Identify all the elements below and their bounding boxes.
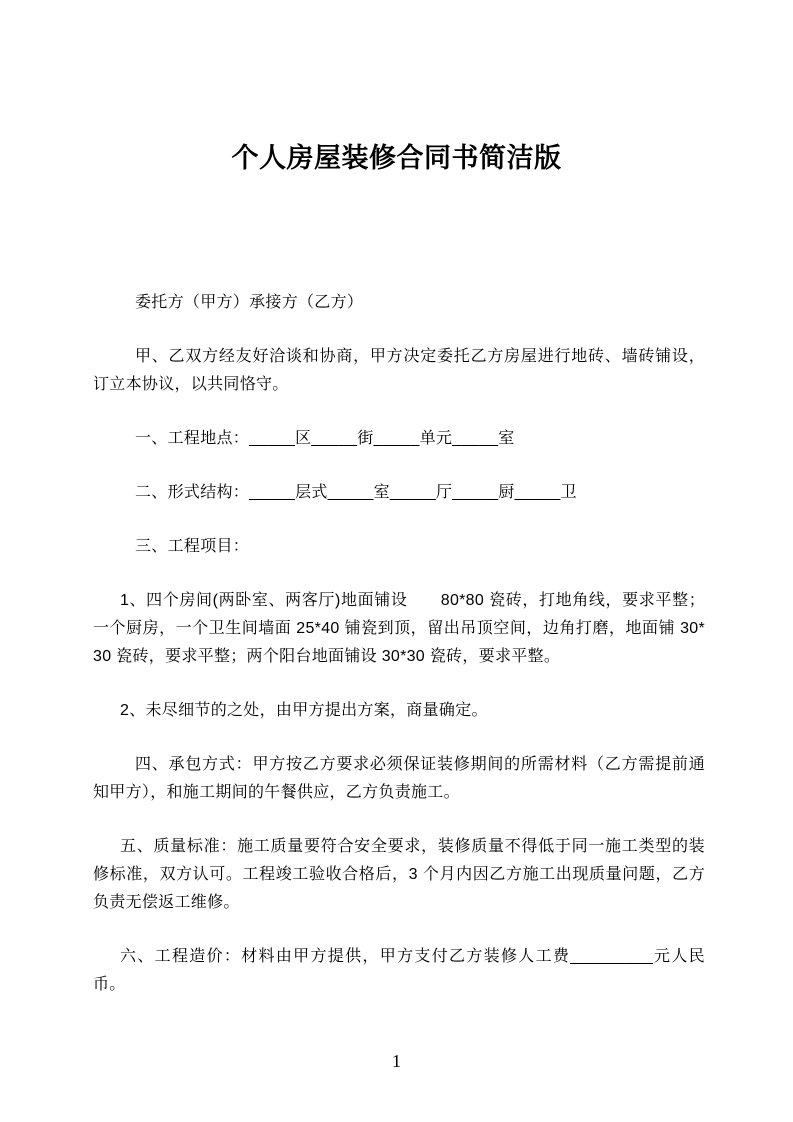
clause-2-structure: 二、形式结构：_____层式_____室_____厅_____厨_____卫 — [135, 484, 577, 501]
preamble-paragraph: 甲、乙双方经友好洽谈和协商，甲方决定委托乙方房屋进行地砖、墙砖铺设，订立本协议，以共同恪守。 — [93, 348, 705, 393]
clause-5-quality-standard: 五、质量标准：施工质量要符合安全要求，装修质量不得低于同一施工类型的装修标准，双方认可。工程竣工验收合格后，3 个月内因乙方施工出现质量问题，乙方负责无偿返工维修。 — [93, 838, 705, 911]
clause-3-project-items-heading: 三、工程项目： — [135, 538, 250, 555]
page-number: 1 — [392, 1051, 401, 1071]
document-body — [93, 289, 705, 999]
parties-line: 委托方（甲方）承接方（乙方） — [135, 294, 364, 311]
clause-4-contracting-method: 四、承包方式：甲方按乙方要求必须保证装修期间的所需材料（乙方需提前通知甲方），和施工期间的午餐供应，乙方负责施工。 — [93, 756, 705, 801]
clause-3-item-1: 1、四个房间(两卧室、两客厅)地面铺设 80*80 瓷砖，打地角线，要求平整；一个厨房，一个卫生间墙面 25*40 铺瓷到顶，留出吊顶空间，边角打磨，地面铺 30*30 瓷砖，要求平整；两个阳台地面铺设 30*30 瓷砖，要求平整。 — [93, 592, 705, 665]
clause-6-project-cost: 六、工程造价：材料由甲方提供，甲方支付乙方装修人工费_________元人民币。 — [93, 948, 705, 993]
document-title: 个人房屋装修合同书简洁版 — [231, 143, 562, 173]
clause-1-project-location: 一、工程地点：_____区_____街_____单元_____室 — [135, 430, 515, 447]
clause-3-item-2: 2、未尽细节的之处，由甲方提出方案，商量确定。 — [120, 702, 488, 719]
